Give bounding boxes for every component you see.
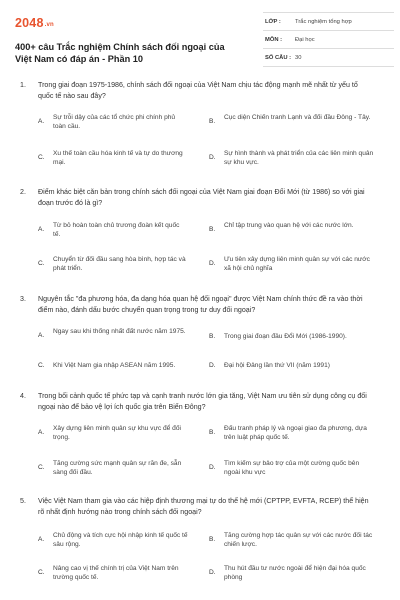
option-text: Trong giai đoạn đầu Đổi Mới (1986-1990). [224, 333, 347, 340]
option-text: Đại hội Đảng lần thứ VII (năm 1991) [224, 362, 330, 369]
question-number: 3. [20, 295, 26, 303]
question-number: 1. [20, 81, 26, 89]
page-title: 400+ câu Trắc nghiệm Chính sách đối ngoại của Việt Nam có đáp án - Phần 10 [15, 42, 225, 64]
option-letter: A. [38, 429, 45, 436]
option-letter: C. [38, 569, 45, 576]
option-letter: C. [38, 154, 45, 161]
option-text: Khi Việt Nam gia nhập ASEAN năm 1995. [53, 362, 176, 369]
quiz-info-table [263, 12, 394, 67]
info-row-class [263, 13, 394, 31]
option-text: Từ bỏ hoàn toàn chủ trương đoàn kết quốc tế. [53, 222, 180, 239]
option-text: Sự hình thành và phát triển của các liên minh quân sự khu vực. [224, 150, 374, 167]
option-letter: C. [38, 362, 45, 369]
info-key: LỚP : [265, 18, 281, 25]
option-letter: B. [209, 429, 216, 436]
option-letter: B. [209, 333, 216, 340]
option-letter: D. [209, 154, 216, 161]
option-text: Ngay sau khi thống nhất đất nước năm 1975. [53, 328, 186, 335]
option-text: Cục diện Chiến tranh Lạnh và đối đầu Đông - Tây. [224, 114, 371, 121]
question-number: 4. [20, 392, 26, 400]
option-letter: D. [209, 260, 216, 267]
option-text: Đấu tranh pháp lý và ngoại giao đa phương, dựa trên luật pháp quốc tế. [224, 425, 367, 442]
option-text: Sự trỗi dậy của các tổ chức phi chính phủ toàn cầu. [53, 114, 176, 131]
option-letter: A. [38, 226, 45, 233]
option-letter: B. [209, 118, 216, 125]
info-row-subject [263, 31, 394, 49]
info-key: MÔN : [265, 36, 283, 43]
option-text: Chuyển từ đối đầu sang hòa bình, hợp tác và phát triển. [53, 256, 186, 273]
option-letter: C. [38, 464, 45, 471]
option-text: Ưu tiên xây dựng liên minh quân sự với các nước xã hội chủ nghĩa [224, 256, 370, 273]
question-text: Điểm khác biệt căn bản trong chính sách đối ngoại của Việt Nam giai đoạn Đổi Mới (từ 1986) so với giai đoạn trước đó là gì? [38, 188, 365, 207]
option-text: Chỉ tập trung vào quan hệ với các nước lớn. [224, 222, 354, 229]
question-text: Trong bối cảnh quốc tế phức tạp và cạnh tranh nước lớn gia tăng, Việt Nam ưu tiên sử dụng công cụ đối ngoại nào để bảo vệ lợi ích quốc gia trên Biển Đông? [38, 392, 367, 411]
option-text: Tăng cường hợp tác quân sự với các nước đối tác chiến lược. [224, 532, 373, 549]
question-text: Nguyên tắc "đa phương hóa, đa dạng hóa quan hệ đối ngoại" được Việt Nam chính thức đề ra vào thời điểm nào, đánh dấu bước chuyển quan trọng trong tư duy đối ngoại? [38, 295, 363, 314]
option-letter: A. [38, 118, 45, 125]
info-value: Đại học [295, 36, 315, 43]
question-number: 2. [20, 188, 26, 196]
info-row-count [263, 49, 394, 67]
option-text: Tăng cường sức mạnh quân sự răn đe, sẵn sàng đối đầu. [53, 460, 182, 477]
option-text: Thu hút đầu tư nước ngoài để hiện đại hóa quốc phòng [224, 565, 366, 582]
question-text: Việc Việt Nam tham gia vào các hiệp định thương mại tự do thế hệ mới (CPTPP, EVFTA, RCEP) thể hiện rõ nhất định hướng nào trong chính sách đối ngoại? [38, 497, 369, 516]
info-key: SỐ CÂU : [265, 54, 292, 61]
option-letter: A. [38, 332, 45, 339]
option-letter: B. [209, 226, 216, 233]
option-text: Xu thế toàn cầu hóa kinh tế và tự do thương mại. [53, 150, 183, 167]
option-text: Xây dựng liên minh quân sự khu vực để đối trọng. [53, 425, 181, 442]
option-letter: A. [38, 536, 45, 543]
page-header [15, 12, 387, 70]
option-letter: C. [38, 260, 45, 267]
logo-text: 2048 [15, 16, 44, 30]
option-text: Tìm kiếm sự bảo trợ của một cường quốc bên ngoài khu vực [224, 460, 360, 477]
logo-domain: .vn [44, 22, 54, 28]
question-number: 5. [20, 497, 26, 505]
site-logo[interactable] [15, 16, 54, 30]
option-letter: B. [209, 536, 216, 543]
option-text: Chủ động và tích cực hội nhập kinh tế quốc tế sâu rộng. [53, 532, 188, 549]
question-text: Trong giai đoạn 1975-1986, chính sách đối ngoại của Việt Nam chịu tác động mạnh mẽ nhất từ yếu tố quốc tế nào sau đây? [38, 81, 358, 100]
info-value: 30 [295, 54, 302, 61]
option-letter: D. [209, 569, 216, 576]
info-value: Trắc nghiệm tổng hợp [295, 18, 352, 25]
option-letter: D. [209, 464, 216, 471]
option-letter: D. [209, 362, 216, 369]
option-text: Nâng cao vị thế chính trị của Việt Nam trên trường quốc tế. [53, 565, 179, 582]
